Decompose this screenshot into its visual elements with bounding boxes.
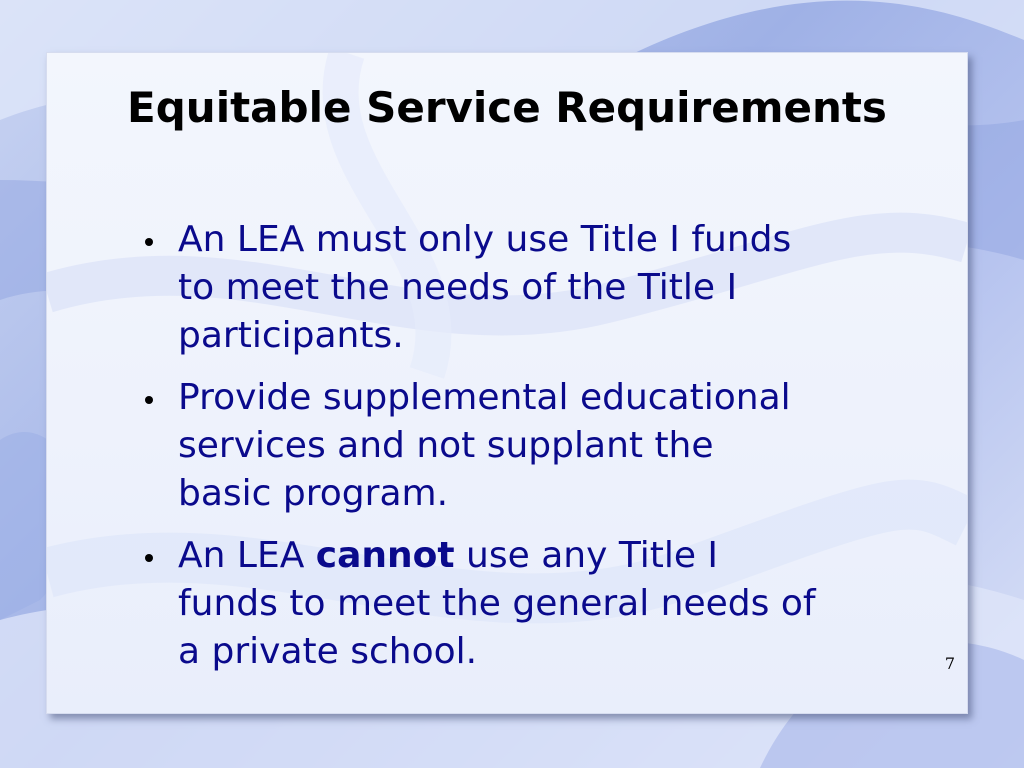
bullet-item: [143, 216, 903, 360]
bullet-dot-icon: [145, 396, 153, 404]
bullet-text-line: [178, 532, 903, 580]
bullet-text-line: to meet the needs of the Title I: [178, 267, 738, 308]
bullet-item: [143, 374, 903, 518]
emphasis-cannot: cannot: [315, 535, 455, 576]
bullet-text-line: funds to meet the general needs of: [178, 583, 816, 624]
bullet-text-line: participants.: [178, 315, 404, 356]
bullet-item: [143, 532, 903, 676]
bullet-text-line: a private school.: [178, 631, 478, 672]
slide-page-number: 7: [944, 654, 955, 673]
bullet-text-line: An LEA must only use Title I funds: [178, 219, 792, 260]
slide-title: Equitable Service Requirements: [127, 83, 887, 132]
bullet-text-line: basic program.: [178, 473, 449, 514]
bullet-text-line: Provide supplemental educational: [178, 377, 791, 418]
bullet-text-segment: use any Title I: [454, 535, 719, 576]
slide-content-card: [46, 52, 968, 714]
bullet-list: [143, 216, 903, 690]
bullet-text-segment: An LEA: [178, 535, 316, 576]
bullet-text-line: services and not supplant the: [178, 425, 714, 466]
bullet-dot-icon: [145, 238, 153, 246]
bullet-dot-icon: [145, 554, 153, 562]
